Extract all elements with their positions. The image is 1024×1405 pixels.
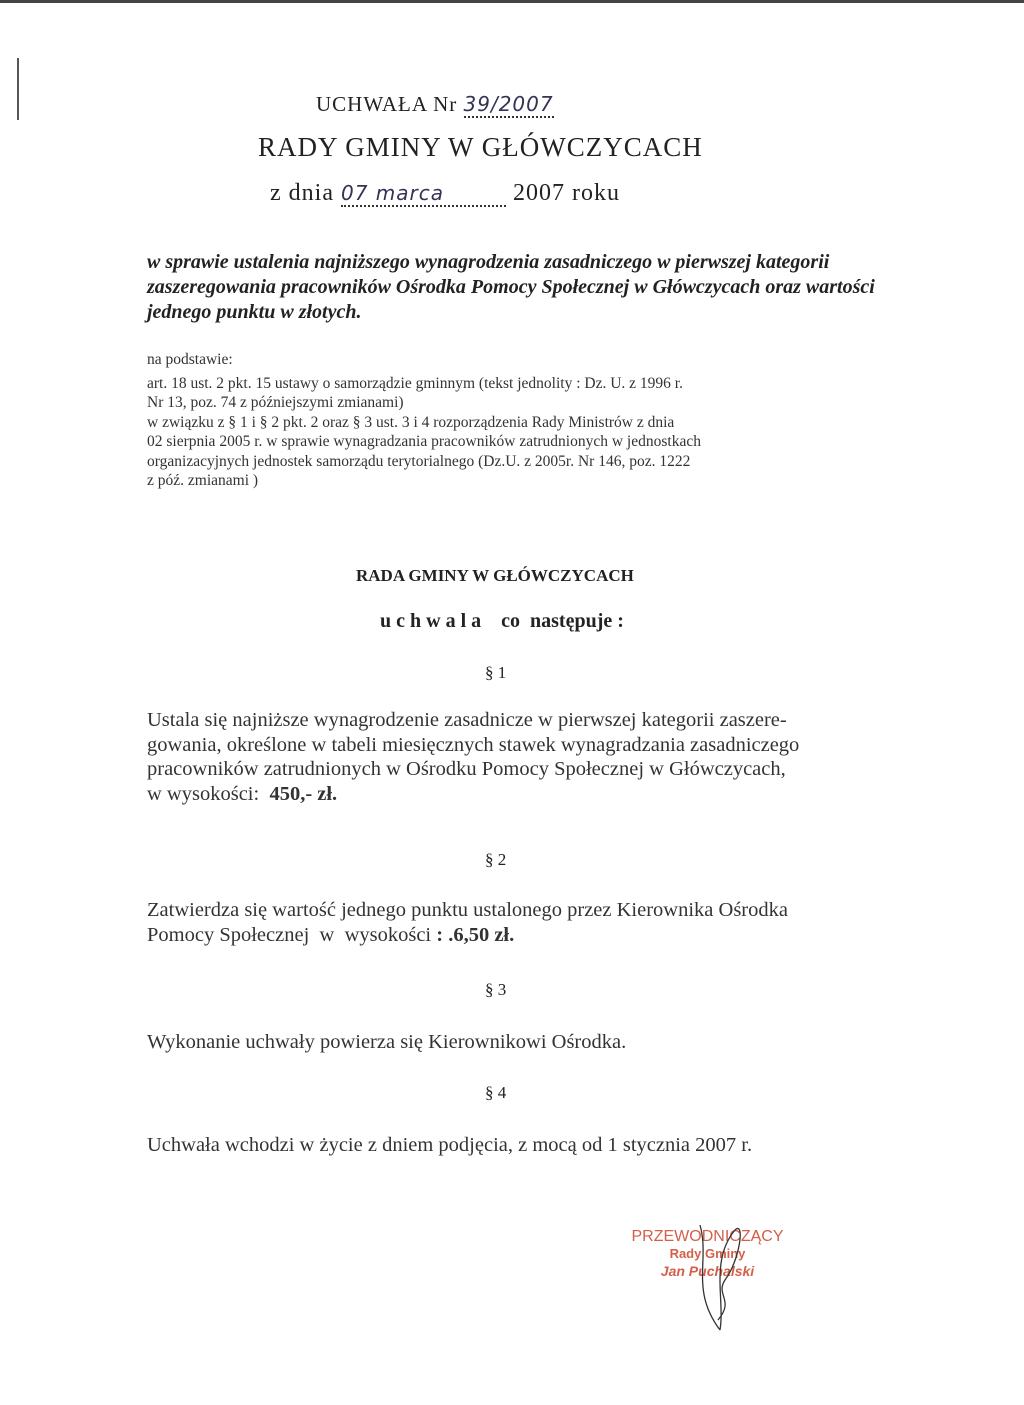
section-2 <box>147 898 788 947</box>
amount: : .6,50 zł. <box>436 923 515 946</box>
date-prefix: z dnia <box>270 180 334 206</box>
handwritten-signature <box>680 1220 760 1340</box>
legal-basis <box>147 350 701 491</box>
amount: 450,- zł. <box>269 782 338 805</box>
date-year: 2007 roku <box>512 180 620 206</box>
section-line: gowania, określone w tabeli miesięcznych stawek wynagradzania zasadniczego <box>147 733 800 756</box>
section-mark: § 4 <box>485 1083 507 1102</box>
title-prefix: UCHWAŁA Nr <box>316 92 458 116</box>
resolves-heading: RADA GMINY W GŁÓWCZYCACH <box>356 566 634 585</box>
section-line: pracowników zatrudnionych w Ośrodku Pomocy Społecznej w Główczycach, <box>147 758 786 780</box>
basis-line: na podstawie: <box>147 351 233 368</box>
section-4: Uchwała wchodzi w życie z dniem podjęcia, z mocą od 1 stycznia 2007 r. <box>147 1134 753 1156</box>
basis-line: w związku z § 1 i § 2 pkt. 2 oraz § 3 ust. 3 i 4 rozporządzenia Rady Ministrów z dnia <box>147 413 675 431</box>
basis-line: organizacyjnych jednostek samorządu terytorialnego (Dz.U. z 2005r. Nr 146, poz. 1222 <box>147 452 691 470</box>
scan-edge <box>0 0 1024 3</box>
section-line: Ustala się najniższe wynagrodzenie zasadnicze w pierwszej kategorii zaszere- <box>147 709 787 731</box>
subject: w sprawie ustalenia najniższego wynagrodzenia zasadniczego w pierwszej kategorii zaszeregowania pracowników Ośrodka Pomocy Społecznej w Główczycach oraz wartości jednego punktu w złotych. <box>147 251 875 323</box>
date-handwritten: 07 marca <box>341 181 506 207</box>
section-line: Zatwierdza się wartość jednego punktu ustalonego przez Kierownika Ośrodka <box>147 899 788 921</box>
section-1 <box>147 708 799 806</box>
section-line: Pomocy Społecznej w wysokości <box>147 923 437 946</box>
basis-line: z póź. zmianami ) <box>147 472 259 489</box>
stamp-title: PRZEWODNICZĄCY <box>631 1228 784 1245</box>
section-mark: § 3 <box>485 980 507 999</box>
scan-mark <box>17 58 19 120</box>
council-name: RADY GMINY W GŁÓWCZYCACH <box>258 132 703 162</box>
section-mark: § 2 <box>485 850 507 869</box>
section-3: Wykonanie uchwały powierza się Kierownikowi Ośrodka. <box>147 1031 627 1053</box>
basis-line: 02 sierpnia 2005 r. w sprawie wynagradzania pracowników zatrudnionych w jednostkach <box>147 433 701 450</box>
resolution-date <box>270 180 620 207</box>
stamp-subtitle: Rady Gminy <box>669 1246 746 1261</box>
resolves-phrase: u c h w a l a co następuje : <box>380 610 624 632</box>
stamp-name: Jan Puchalski <box>660 1263 755 1279</box>
section-line: w wysokości: <box>147 782 270 805</box>
basis-line: art. 18 ust. 2 pkt. 15 ustawy o samorządzie gminnym (tekst jednolity : Dz. U. z 1996 r. <box>147 374 683 392</box>
basis-line: Nr 13, poz. 74 z późniejszymi zmianami) <box>147 394 404 411</box>
section-mark: § 1 <box>485 663 507 682</box>
resolution-title <box>316 92 554 117</box>
resolution-number: 39/2007 <box>463 92 554 116</box>
